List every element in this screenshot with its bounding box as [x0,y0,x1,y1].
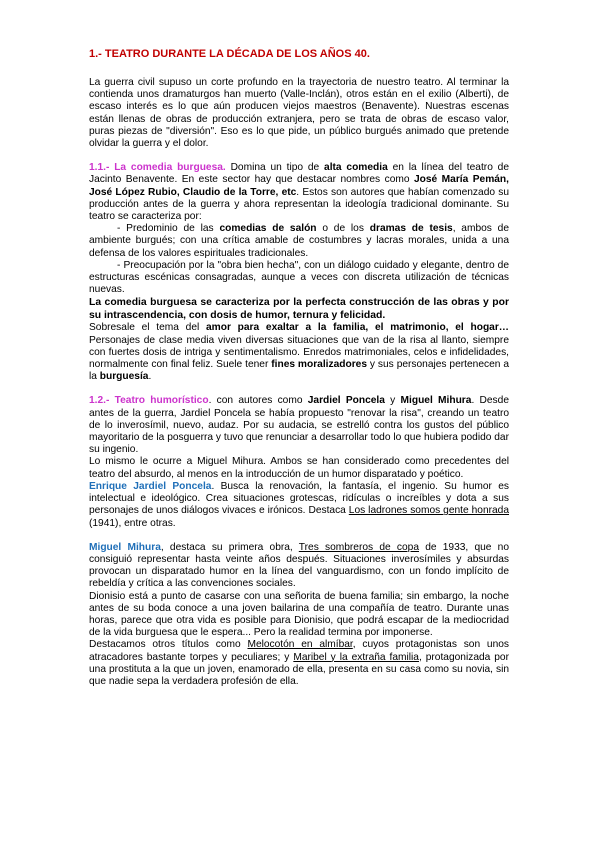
section-comedia-burguesa: 1.1.- La comedia burguesa. Domina un tipo de alta comedia en la línea del teatro de Jacinto Benavente. En este sector hay que destacar nombres como José María Pemán, José López Rubio, Claudio de la Torre, etc. Estos son autores que habían comenzado su producción antes de la guerra y ahora representan la ideología tradicional dominante. Su teatro se caracteriza por: [89,162,510,223]
paragraph: Destacamos otros títulos como Melocotón en almíbar, cuyos protagonistas son unos atracadores bastante torpes y peculiares; y Maribel y la extraña familia, protagonizada por una prostituta a la que un joven, enamorado de ella, presenta en su casa como su novia, sin que nadie sepa la verdadera profesión de ella. [89,639,509,687]
paragraph: Dionisio está a punto de casarse con una señorita de buena familia; sin embargo, la noche antes de su boda conoce a una joven bailarina de una compañía de teatro. Durante unas horas, parece que otra vida es posible para Dionisio, que podrá escapar de la mediocridad de la vida burguesa que le espera... Pero la realidad termina por imponerse. [89,590,509,639]
summary-heading: La comedia burguesa se caracteriza por la perfecta construcción de las obras y por su intrascendencia, con dosis de humor, ternura y felicidad. [89,297,509,322]
summary-paragraph: Sobresale el tema del amor para exaltar a la familia, el matrimonio, el hogar… Personajes de clase media viven diversas situaciones que van de la risa al llanto, siempre con fuertes dosis de intriga y sentimentalismo. Enredos matrimoniales, celos e infidelidades, normalmente con final feliz. Suele tener fines moralizadores y sus personajes pertenecen a la burguesía. [89,322,509,383]
section-heading: 1.2.- Teatro humorístico [89,395,209,407]
author-name: Miguel Mihura [89,541,161,553]
work-title: Maribel y la extraña familia [293,651,419,663]
bullet-item: - Predominio de las comedias de salón o de los dramas de tesis, ambos de ambiente burgués; con una crítica amable de costumbres y lacras morales, unida a una defensa de los valores espirituales tradicionales. [89,223,510,259]
section-heading: 1.1.- La comedia burguesa. [89,162,226,174]
work-title: Los ladrones somos gente honrada [348,505,510,517]
page-title: 1.- TEATRO DURANTE LA DÉCADA DE LOS AÑOS 40. [89,48,370,60]
bullet-item: - Preocupación por la "obra bien hecha", con un diálogo cuidado y elegante, dentro de estructuras escénicas consagradas, aunque a veces con discreta utilización de técnicas nuevas. [89,259,509,296]
work-title: Melocotón en almíbar [247,639,353,651]
section-teatro-humoristico: 1.2.- Teatro humorístico. con autores como Jardiel Poncela y Miguel Mihura. Desde antes de la guerra, Jardiel Poncela se había propuesto "renovar la risa", creando un teatro de lo inverosímil, nuevo, audaz. Por su audacia, se estrelló contra los gustos del público mayoritario de la posguerra y tuvo que renunciar a desarrollar todo lo que hubiera podido dar su ingenio. [89,395,509,456]
author-name: Enrique Jardiel Poncela [89,480,212,492]
intro-paragraph: La guerra civil supuso un corte profundo en la trayectoria de nuestro teatro. Al terminar la contienda unos dramaturgos han muerto (Valle-Inclán), otros están en el exilio (Alberti), de escaso interés es lo que aún producen viejos maestros (Benavente). Nuestras escenas están llenas de obras de producción extranjera, pero se trata de obras de escaso valor, puras piezas de "diversión". Eso es lo que pide, un público burgués animado que pretende olvidar la guerra y el dolor. [89,77,509,150]
paragraph: Lo mismo le ocurre a Miguel Mihura. Ambos se han considerado como precedentes del teatro del absurdo, al menos en la introducción de un humor disparatado y poético. [89,456,509,480]
mihura-paragraph: Miguel Mihura, destaca su primera obra, Tres sombreros de copa de 1933, que no consiguió representar hasta veinte años después. Situaciones inverosímiles y absurdas provocan un disparatado humor en la línea del vanguardismo, con un fondo implícito de rebeldía y crítica a las convenciones sociales. [89,541,509,590]
jardiel-paragraph: Enrique Jardiel Poncela. Busca la renovación, la fantasía, el ingenio. Su humor es intelectual e ideológico. Crea situaciones grotescas, ridículas o increíbles y dota a sus personajes de unos diálogos vivaces e irónicos. Destaca Los ladrones somos gente honrada (1941), entre otras. [89,480,510,529]
work-title: Tres sombreros de copa [298,541,419,553]
document-page [89,48,509,688]
